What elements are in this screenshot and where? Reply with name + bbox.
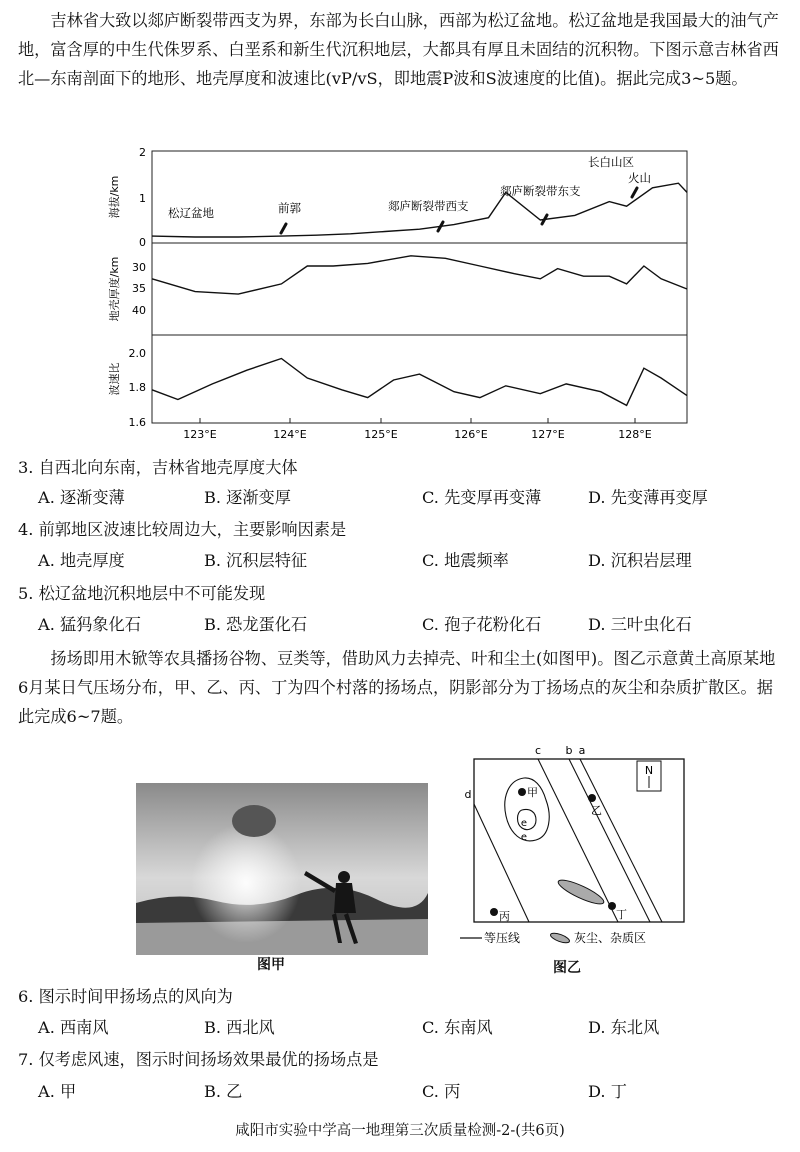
label-songliao-basin: 松辽盆地 — [168, 206, 214, 220]
q5-option-d[interactable]: D. 三叶虫化石 — [588, 615, 692, 634]
isobar-d-label: d — [464, 788, 472, 801]
profile-figure — [100, 145, 700, 445]
question-4-stem: 4. 前郭地区波速比较周边大，主要影响因素是 — [18, 520, 347, 539]
q7-option-d[interactable]: D. 丁 — [588, 1082, 627, 1101]
q6-option-c[interactable]: C. 东南风 — [422, 1018, 493, 1037]
question-3-stem: 3. 自西北向东南，吉林省地壳厚度大体 — [18, 458, 298, 477]
legend-isobar-label: 等压线 — [484, 931, 521, 945]
crust-tick-30: 30 — [132, 261, 146, 274]
q4-option-d[interactable]: D. 沉积岩层理 — [588, 551, 692, 570]
label-qianguo: 前郭 — [278, 201, 301, 215]
elev-tick-2: 2 — [139, 146, 146, 159]
x-tick-125: 125°E — [364, 428, 398, 441]
dust-zone — [556, 876, 606, 908]
q5-option-a[interactable]: A. 猛犸象化石 — [38, 615, 141, 634]
point-jia-label: 甲 — [527, 786, 538, 799]
question-7-stem: 7. 仅考虑风速，图示时间扬场效果最优的扬场点是 — [18, 1050, 379, 1069]
q6-option-d[interactable]: D. 东北风 — [588, 1018, 660, 1037]
point-ding-label: 丁 — [616, 908, 627, 921]
crust-tick-40: 40 — [132, 304, 146, 317]
point-yi — [588, 794, 596, 802]
x-tick-123: 123°E — [183, 428, 217, 441]
q3-option-b[interactable]: B. 逐渐变厚 — [204, 488, 291, 507]
intro-paragraph-1: 吉林省大致以郯庐断裂带西支为界，东部为长白山脉，西部为松辽盆地。松辽盆地是我国最大的油气产地，富含厚的中生代侏罗系、白垩系和新生代沉积地层，大都具有厚且未固结的沉积物。下图示意吉林省西北—东南剖面下的地形、地壳厚度和波速比(vP/vS，即地震P波和S波速度的比值)。据此完成3~5题。 — [18, 11, 779, 88]
q7-option-a[interactable]: A. 甲 — [38, 1082, 77, 1101]
arrow-qianguo — [281, 224, 286, 233]
arrow-volcano — [632, 188, 637, 197]
x-tick-127: 127°E — [531, 428, 565, 441]
point-bing — [490, 908, 498, 916]
q4-option-a[interactable]: A. 地壳厚度 — [38, 551, 125, 570]
point-jia — [518, 788, 526, 796]
label-changbai: 长白山区 — [588, 155, 634, 169]
ratio-tick-1.6: 1.6 — [128, 416, 146, 429]
elevation-axis-label: 海拔/km — [108, 175, 121, 219]
isobar-map — [456, 740, 696, 956]
legend-dust-label: 灰尘、杂质区 — [574, 931, 647, 945]
question-5-stem: 5. 松辽盆地沉积地层中不可能发现 — [18, 584, 266, 603]
point-bing-label: 丙 — [499, 910, 510, 923]
q5-option-c[interactable]: C. 孢子花粉化石 — [422, 615, 542, 634]
q7-option-b[interactable]: B. 乙 — [204, 1082, 243, 1101]
q3-option-d[interactable]: D. 先变薄再变厚 — [588, 488, 708, 507]
x-tick-126: 126°E — [454, 428, 488, 441]
page-footer: 咸阳市实验中学高一地理第三次质量检测-2-(共6页) — [235, 1123, 565, 1139]
x-tick-128: 128°E — [618, 428, 652, 441]
crust-thickness-line — [152, 256, 687, 294]
ratio-panel-frame — [152, 335, 687, 423]
q4-option-c[interactable]: C. 地震频率 — [422, 551, 509, 570]
isobar-e-label-1: e — [520, 818, 528, 829]
velocity-ratio-line — [152, 359, 687, 406]
point-yi-label: 乙 — [591, 804, 602, 817]
intro-paragraph-2: 扬场即用木锨等农具播扬谷物、豆类等，借助风力去掉壳、叶和尘土(如图甲)。图乙示意黄土高原某地6月某日气压场分布，甲、乙、丙、丁为四个村落的扬场点，阴影部分为丁扬场点的灰尘和杂质扩散区。据此完成6~7题。 — [18, 649, 776, 726]
crust-tick-35: 35 — [132, 282, 146, 295]
q6-option-b[interactable]: B. 西北风 — [204, 1018, 275, 1037]
isobar-b-label: b — [565, 744, 573, 757]
label-east-fault: 郯庐断裂带东支 — [500, 184, 581, 198]
q3-option-c[interactable]: C. 先变厚再变薄 — [422, 488, 542, 507]
crust-axis-label: 地壳厚度/km — [108, 256, 121, 322]
q4-option-b[interactable]: B. 沉积层特征 — [204, 551, 308, 570]
q7-option-c[interactable]: C. 丙 — [422, 1082, 461, 1101]
figure-yi-caption: 图乙 — [553, 960, 581, 976]
ratio-axis-label: 波速比 — [108, 362, 121, 396]
ratio-tick-1.8: 1.8 — [128, 381, 146, 394]
elev-tick-1: 1 — [139, 192, 146, 205]
point-ding — [608, 902, 616, 910]
question-6-stem: 6. 图示时间甲扬场点的风向为 — [18, 987, 233, 1006]
elev-tick-0: 0 — [139, 236, 146, 249]
q5-option-b[interactable]: B. 恐龙蛋化石 — [204, 615, 308, 634]
legend-dust-symbol — [549, 931, 570, 944]
label-volcano: 火山 — [628, 171, 651, 185]
q3-option-a[interactable]: A. 逐渐变薄 — [38, 488, 125, 507]
x-tick-124: 124°E — [273, 428, 307, 441]
ratio-tick-2.0: 2.0 — [128, 347, 146, 360]
q6-option-a[interactable]: A. 西南风 — [38, 1018, 109, 1037]
photo-winnowing — [136, 783, 428, 955]
isobar-a-label: a — [578, 744, 586, 757]
figure-jia-caption: 图甲 — [257, 957, 285, 973]
isobar-e-label-2: e — [520, 832, 528, 843]
label-west-fault: 郯庐断裂带西支 — [388, 199, 469, 213]
isobar-c-label: c — [534, 744, 542, 757]
north-label: N — [644, 764, 654, 777]
